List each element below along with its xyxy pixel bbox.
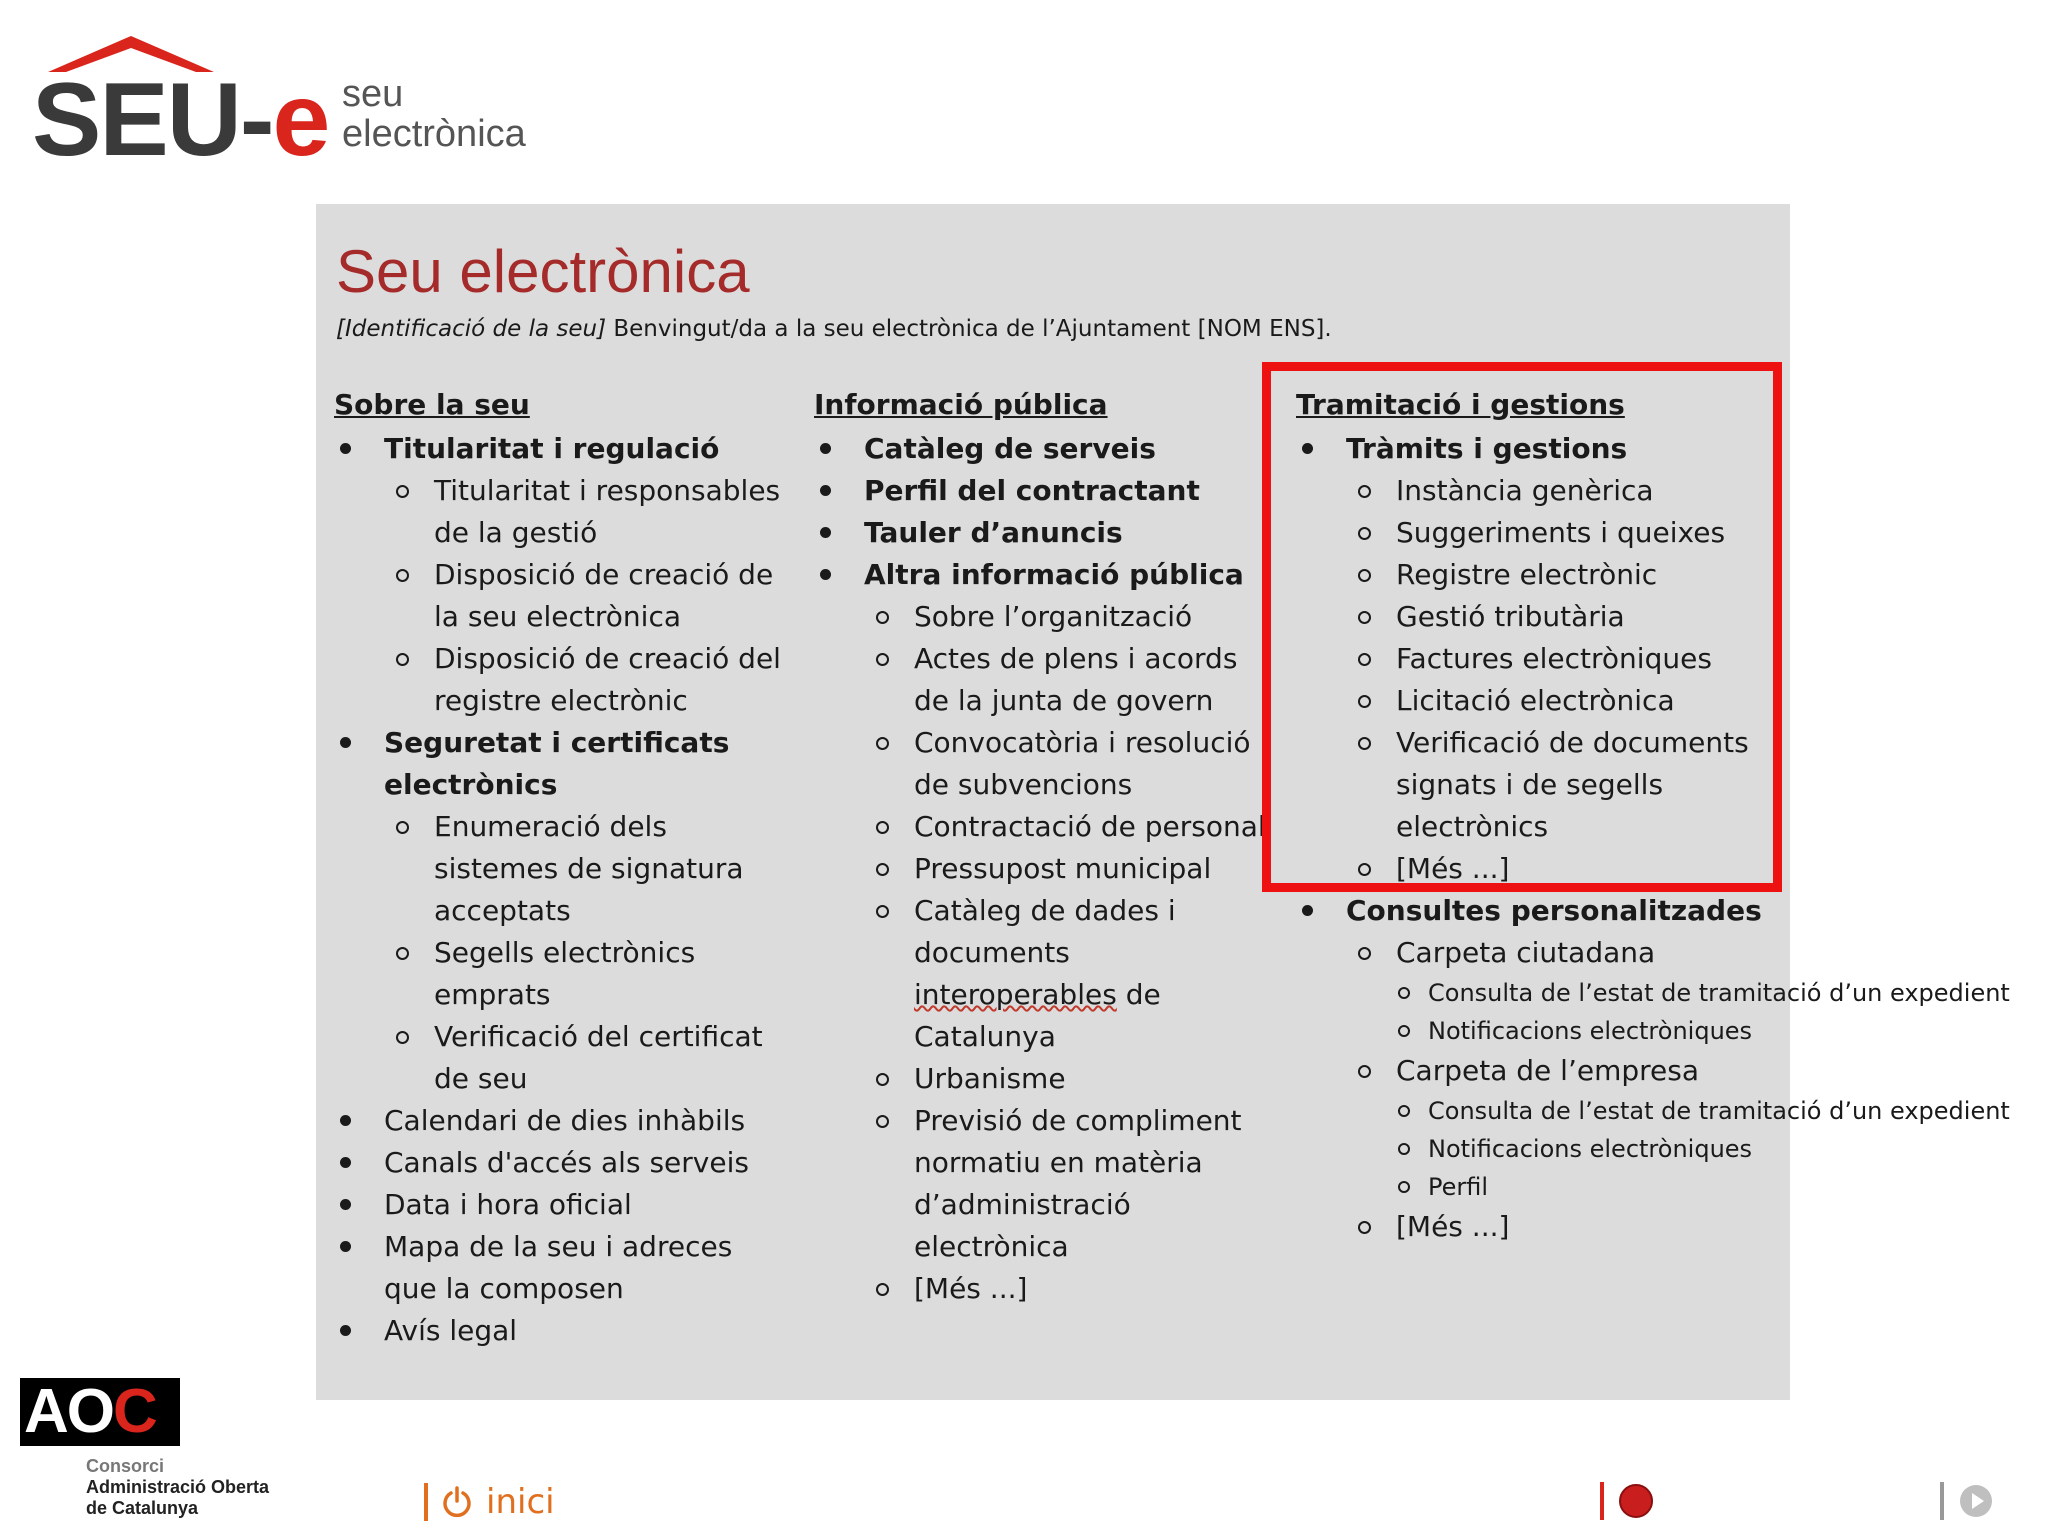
logo-subtitle: seu electrònica [342, 73, 526, 155]
circle-bullet-icon [396, 569, 409, 582]
seu-e-logo [30, 34, 550, 178]
bullet-icon [340, 1115, 351, 1126]
bullet-icon [340, 1325, 351, 1336]
more-link[interactable]: [Més ...] [874, 1268, 1274, 1310]
more-link[interactable]: [Més ...] [1356, 1206, 1786, 1248]
list-item[interactable]: Notificacions electròniques [1396, 1012, 1786, 1050]
list-item[interactable]: Seguretat i certificats electrònics Enumeració dels sistemes de signatura acceptats Segells electrònics emprats Verificació del certificat de seu [334, 722, 784, 1100]
list-item[interactable]: Notificacions electròniques [1396, 1130, 1786, 1168]
list-item[interactable]: Altra informació pública Sobre l’organització Actes de plens i acords de la junta de govern Convocatòria i resolució de subvencions Contractació de personal Pressupost municipal Catàleg de dades i documents interoperables de Catalunya Urbanisme Previsió de compliment normatiu en matèria d’administració electrònica [Més ...] [814, 554, 1274, 1310]
circle-bullet-icon [876, 1115, 889, 1128]
bullet-icon [340, 1199, 351, 1210]
power-icon [440, 1485, 474, 1519]
circle-bullet-icon [1398, 1181, 1410, 1193]
list-item[interactable]: Pressupost municipal [874, 848, 1274, 890]
circle-bullet-icon [1358, 695, 1371, 708]
record-button[interactable] [1600, 1482, 1654, 1520]
circle-bullet-icon [876, 863, 889, 876]
list-item[interactable]: Catàleg de serveis [814, 428, 1274, 470]
bullet-icon [820, 569, 831, 580]
bullet-icon [340, 737, 351, 748]
list-item[interactable]: Instància genèrica [1356, 470, 1786, 512]
heading-sobre-la-seu[interactable]: Sobre la seu [334, 388, 530, 421]
list-item[interactable]: Perfil [1396, 1168, 1786, 1206]
list-item[interactable]: Tràmits i gestions Instància genèrica Suggeriments i queixes Registre electrònic Gestió tributària Factures electròniques Licitació electrònica Verificació de documents signats i de segells electrònics [Més ...] [1296, 428, 1786, 890]
circle-bullet-icon [876, 737, 889, 750]
list-item[interactable]: Titularitat i responsables de la gestió [394, 470, 784, 554]
record-icon [1618, 1483, 1654, 1519]
list-item[interactable]: Factures electròniques [1356, 638, 1786, 680]
divider [424, 1483, 428, 1521]
list-item[interactable]: Consulta de l’estat de tramitació d’un expedient [1396, 974, 1786, 1012]
list-item[interactable]: Disposició de creació del registre electrònic [394, 638, 784, 722]
bullet-icon [820, 527, 831, 538]
list-item[interactable]: Carpeta ciutadana Consulta de l’estat de tramitació d’un expedient Notificacions electròniques [1356, 932, 1786, 1050]
list-item[interactable]: Verificació de documents signats i de segells electrònics [1356, 722, 1786, 848]
circle-bullet-icon [396, 653, 409, 666]
aoc-mark: AOC [20, 1378, 180, 1446]
list-item[interactable]: Titularitat i regulació Titularitat i responsables de la gestió Disposició de creació de la seu electrònica Disposició de creació del registre electrònic [334, 428, 784, 722]
circle-bullet-icon [1358, 485, 1371, 498]
list-item[interactable]: Gestió tributària [1356, 596, 1786, 638]
list-item[interactable]: Mapa de la seu i adreces que la composen [334, 1226, 784, 1310]
divider [1940, 1482, 1944, 1520]
circle-bullet-icon [1358, 569, 1371, 582]
bullet-icon [1302, 443, 1313, 454]
list-item[interactable]: Licitació electrònica [1356, 680, 1786, 722]
list-item[interactable]: Calendari de dies inhàbils [334, 1100, 784, 1142]
circle-bullet-icon [1358, 947, 1371, 960]
list-item[interactable]: Actes de plens i acords de la junta de govern [874, 638, 1274, 722]
circle-bullet-icon [876, 1073, 889, 1086]
list-item[interactable]: Carpeta de l’empresa Consulta de l’estat de tramitació d’un expedient Notificacions electròniques Perfil [1356, 1050, 1786, 1206]
heading-tramitacio-gestions[interactable]: Tramitació i gestions [1296, 388, 1625, 421]
column-informacio-publica [814, 384, 1274, 1310]
list-item[interactable]: Consultes personalitzades Carpeta ciutadana Consulta de l’estat de tramitació d’un expedient Notificacions electròniques Carpeta de l’empresa Consulta de l’estat de tramitació d’un expedient Notificacions electròniques Perfil [Més ...] [1296, 890, 1786, 1248]
list-item[interactable]: Perfil del contractant [814, 470, 1274, 512]
list-item[interactable]: Urbanisme [874, 1058, 1274, 1100]
circle-bullet-icon [876, 821, 889, 834]
column-sobre-la-seu [334, 384, 784, 1352]
circle-bullet-icon [1358, 1065, 1371, 1078]
bullet-icon [820, 443, 831, 454]
list-item[interactable]: Disposició de creació de la seu electrònica [394, 554, 784, 638]
circle-bullet-icon [876, 611, 889, 624]
list-item[interactable]: Verificació del certificat de seu [394, 1016, 784, 1100]
home-button[interactable] [424, 1478, 555, 1526]
circle-bullet-icon [1358, 737, 1371, 750]
list-item[interactable]: Consulta de l’estat de tramitació d’un expedient [1396, 1092, 1786, 1130]
bullet-icon [340, 1157, 351, 1168]
circle-bullet-icon [1358, 611, 1371, 624]
divider [1600, 1482, 1604, 1520]
circle-bullet-icon [1398, 987, 1410, 999]
slide-title: Seu electrònica [336, 238, 750, 305]
circle-bullet-icon [1358, 1221, 1371, 1234]
list-item[interactable]: Enumeració dels sistemes de signatura acceptats [394, 806, 784, 932]
list-item[interactable]: Data i hora oficial [334, 1184, 784, 1226]
circle-bullet-icon [876, 905, 889, 918]
bullet-icon [340, 443, 351, 454]
list-item[interactable]: Catàleg de dades i documents interoperables de Catalunya [874, 890, 1274, 1058]
bullet-icon [1302, 905, 1313, 916]
list-item[interactable]: Segells electrònics emprats [394, 932, 784, 1016]
circle-bullet-icon [396, 947, 409, 960]
list-item[interactable]: Avís legal [334, 1310, 784, 1352]
list-item[interactable]: Suggeriments i queixes [1356, 512, 1786, 554]
circle-bullet-icon [1358, 527, 1371, 540]
play-icon [1958, 1483, 1994, 1519]
circle-bullet-icon [1358, 863, 1371, 876]
list-item[interactable]: Previsió de compliment normatiu en matèria d’administració electrònica [874, 1100, 1274, 1268]
aoc-caption: Consorci Administració Oberta de Catalunya [86, 1456, 270, 1518]
circle-bullet-icon [1398, 1143, 1410, 1155]
slide-panel [316, 204, 2010, 1400]
list-item[interactable]: Contractació de personal [874, 806, 1274, 848]
list-item[interactable]: Tauler d’anuncis [814, 512, 1274, 554]
circle-bullet-icon [396, 485, 409, 498]
list-item[interactable]: Canals d'accés als serveis [334, 1142, 784, 1184]
heading-informacio-publica[interactable]: Informació pública [814, 388, 1108, 421]
circle-bullet-icon [876, 653, 889, 666]
list-item[interactable]: Registre electrònic [1356, 554, 1786, 596]
bullet-icon [340, 1241, 351, 1252]
circle-bullet-icon [396, 1031, 409, 1044]
circle-bullet-icon [396, 821, 409, 834]
column-tramitacio-gestions [1296, 384, 2010, 1248]
next-button[interactable] [1940, 1482, 1994, 1520]
list-item[interactable]: Sobre l’organització [874, 596, 1274, 638]
aoc-logo [20, 1378, 310, 1528]
more-link[interactable]: [Més ...] [1356, 848, 1786, 890]
bullet-icon [820, 485, 831, 496]
circle-bullet-icon [876, 1283, 889, 1296]
logo-mark: SEU-e [32, 62, 329, 178]
home-label: inici [486, 1482, 555, 1522]
circle-bullet-icon [1398, 1025, 1410, 1037]
circle-bullet-icon [1398, 1105, 1410, 1117]
circle-bullet-icon [1358, 653, 1371, 666]
slide-subtitle: [Identificació de la seu] Benvingut/da a la seu electrònica de l’Ajuntament [NOM ENS]. [336, 316, 1332, 342]
list-item[interactable]: Convocatòria i resolució de subvencions [874, 722, 1274, 806]
